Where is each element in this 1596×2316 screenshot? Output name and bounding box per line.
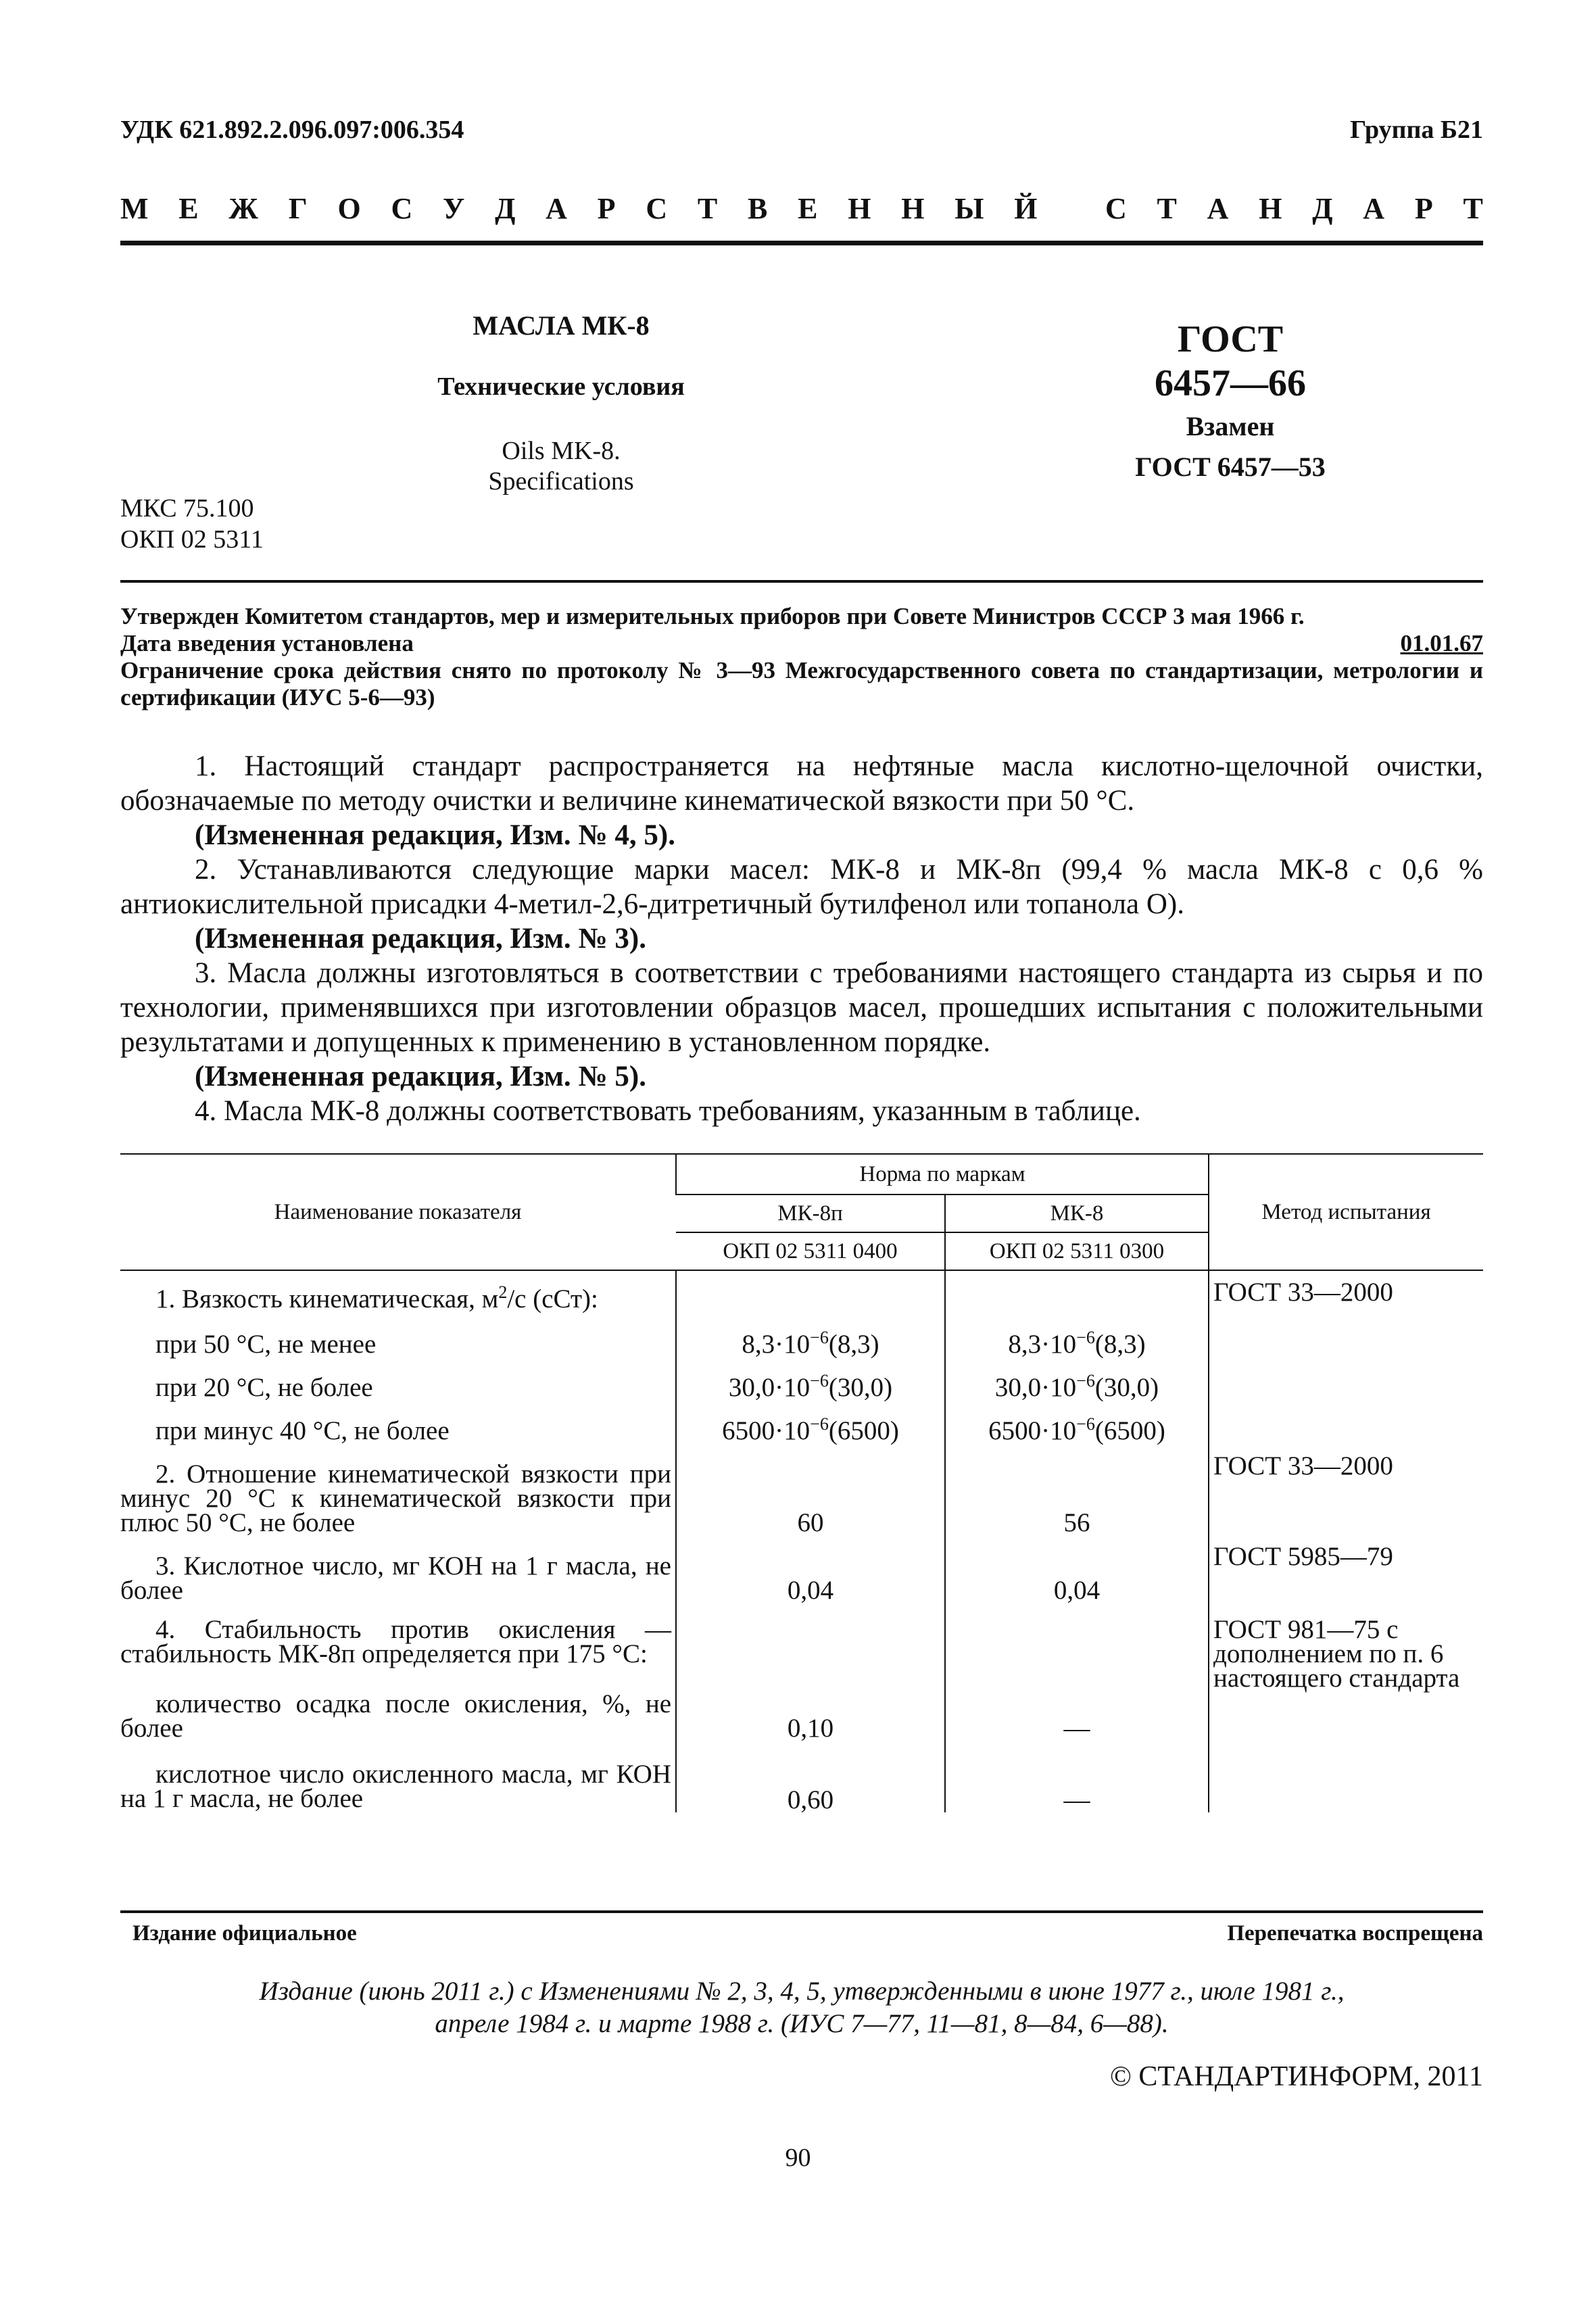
row-viscosity-50-mk8: $8,3\cdot 10^{-6}(8,3)$ xyxy=(945,1313,1209,1357)
row-acid-number-label: 3. Кислотное число, мг КОН на 1 г масла, не более xyxy=(120,1551,671,1605)
banner-letter: М xyxy=(120,192,149,225)
banner-letter: Е xyxy=(798,192,818,225)
clause-3: 3. Масла должны изготовляться в соответствии с требованиями настоящего стандарта из сырья и по технологии, применявшихся при изготовлении образцов масел, прошедших испытания с положительными результатами и допущенных к применению в установленном порядке. xyxy=(120,957,1483,1058)
row-stability-method: ГОСТ 981—75 с дополнением по п. 6 настоящего стандарта xyxy=(1209,1603,1483,1812)
table-row xyxy=(120,1313,1483,1357)
specification-table xyxy=(120,1153,1483,1812)
footer-rule xyxy=(120,1910,1483,1913)
row-viscosity-20-mk8: $30,0\cdot 10^{-6}(30,0)$ xyxy=(945,1357,1209,1400)
row-viscosity-minus40-mk8p: $6500\cdot 10^{-6}(6500)$ xyxy=(676,1400,945,1443)
header-okp-mk8: ОКП 02 5311 0300 xyxy=(945,1232,1209,1270)
row-viscosity-minus40-mk8: $6500\cdot 10^{-6}(6500)$ xyxy=(945,1400,1209,1443)
copyright: © СТАНДАРТИНФОРМ, 2011 xyxy=(1110,2061,1483,2092)
banner-letter: Ж xyxy=(228,192,258,225)
banner-letter: Ы xyxy=(954,192,984,225)
table-row xyxy=(120,1357,1483,1400)
row-ratio-method: ГОСТ 33—2000 xyxy=(1209,1443,1483,1535)
title-rule xyxy=(120,580,1483,583)
row-sediment-mk8p: 0,10 xyxy=(676,1670,945,1741)
banner-letter: О xyxy=(337,192,361,225)
edition-line-2: апреле 1984 г. и марте 1988 г. (ИУС 7—77, 11—81, 8—84, 6—88). xyxy=(435,2009,1169,2038)
page-number: 90 xyxy=(785,2144,811,2172)
udk-code: УДК 621.892.2.096.097:006.354 xyxy=(120,116,464,144)
header-norm: Норма по маркам xyxy=(676,1154,1209,1195)
row-viscosity-50-label: при 50 °С, не менее xyxy=(155,1330,377,1359)
row-oxidized-acid-label: кислотное число окисленного масла, мг КОН на 1 г масла, не более xyxy=(120,1760,671,1813)
clause-1-note: (Измененная редакция, Изм. № 4, 5). xyxy=(195,819,675,851)
header-test-method: Метод испытания xyxy=(1209,1154,1483,1270)
header-grade-mk8: МК-8 xyxy=(945,1195,1209,1232)
row-oxidized-acid-mk8: — xyxy=(945,1741,1209,1812)
row-viscosity-method: ГОСТ 33—2000 xyxy=(1209,1270,1483,1313)
approved-line: Утвержден Комитетом стандартов, мер и измерительных приборов при Совете Министров СССР 3 мая 1966 г. xyxy=(120,603,1305,629)
clause-2-note: (Измененная редакция, Изм. № 3). xyxy=(195,923,646,955)
row-acid-number-mk8p: 0,04 xyxy=(676,1535,945,1603)
row-sediment-mk8: — xyxy=(945,1670,1209,1741)
approval-info xyxy=(120,603,1483,711)
banner-letter: Д xyxy=(1312,192,1333,225)
header-indicator-name: Наименование показателя xyxy=(120,1154,676,1270)
replaces-label: Взамен xyxy=(1186,411,1275,441)
row-oxidized-acid-mk8p: 0,60 xyxy=(676,1741,945,1812)
table-row xyxy=(120,1603,1483,1670)
banner-letter: Т xyxy=(1463,192,1483,225)
header-grade-mk8p: МК-8п xyxy=(676,1195,945,1232)
banner-letter: Е xyxy=(178,192,199,225)
banner-letter: Г xyxy=(288,192,308,225)
banner-letter: А xyxy=(1363,192,1385,225)
banner-letter: Й xyxy=(1014,192,1038,225)
english-title: Oils MK-8. xyxy=(502,437,621,465)
row-ratio-label: 2. Отношение кинематической вязкости при минус 20 °С к кинематической вязкости при плюс 50 °С, не более xyxy=(120,1459,671,1537)
english-subtitle: Specifications xyxy=(488,467,634,496)
intro-date-value: 01.01.67 xyxy=(1400,630,1483,656)
gost-number: 6457—66 xyxy=(1155,362,1306,404)
banner-letter: Р xyxy=(1414,192,1433,225)
table-row xyxy=(120,1400,1483,1443)
banner-rule xyxy=(120,241,1483,245)
mks-code: МКС 75.100 xyxy=(120,494,254,523)
clause-3-note: (Измененная редакция, Изм. № 5). xyxy=(195,1061,646,1092)
row-ratio-mk8p: 60 xyxy=(676,1443,945,1535)
row-viscosity-20-mk8p: $30,0\cdot 10^{-6}(30,0)$ xyxy=(676,1357,945,1400)
row-acid-number-mk8: 0,04 xyxy=(945,1535,1209,1603)
banner-letter: У xyxy=(443,192,465,225)
row-stability-label: 4. Стабильность против окисления — стабильность МК-8п определяется при 175 °С: xyxy=(120,1615,671,1668)
banner-letter: В xyxy=(748,192,768,225)
banner-letter: Н xyxy=(1259,192,1282,225)
document-title: МАСЛА МК-8 xyxy=(473,310,650,341)
official-edition: Издание официальное xyxy=(132,1921,357,1946)
banner-letter: Т xyxy=(697,192,718,225)
row-acid-number-method: ГОСТ 5985—79 xyxy=(1209,1535,1483,1603)
banner-letter: Д xyxy=(495,192,516,225)
table-row xyxy=(120,1443,1483,1535)
banner-letter: С xyxy=(1105,192,1127,225)
gost-label: ГОСТ xyxy=(1177,318,1284,360)
row-viscosity-20-label: при 20 °С, не более xyxy=(155,1373,373,1402)
banner-word-gap xyxy=(1067,191,1075,226)
intro-date-line xyxy=(120,630,1483,657)
reprint-notice: Перепечатка воспрещена xyxy=(1227,1921,1483,1946)
edition-note xyxy=(120,1975,1483,2040)
okp-code: ОКП 02 5311 xyxy=(120,525,264,554)
intro-date-label: Дата введения установлена xyxy=(120,630,414,656)
standard-banner xyxy=(120,191,1483,226)
banner-letter: А xyxy=(546,192,567,225)
banner-letter: С xyxy=(646,192,668,225)
clause-1: 1. Настоящий стандарт распространяется на нефтяные масла кислотно-щелочной очистки, обозначаемые по методу очистки и величине кинематической вязкости при 50 °С. xyxy=(120,750,1483,817)
table-row xyxy=(120,1270,1483,1313)
limitation-line: Ограничение срока действия снято по протоколу № 3—93 Межгосударственного совета по стандартизации, метрологии и сертификации (ИУС 5-6—93) xyxy=(120,657,1483,710)
row-viscosity-label: 1. Вязкость кинематическая, $м^2/с$ (сСт): xyxy=(155,1282,598,1313)
row-viscosity-minus40-label: при минус 40 °С, не более xyxy=(155,1416,450,1445)
header-okp-mk8p: ОКП 02 5311 0400 xyxy=(676,1232,945,1270)
banner-letter: Н xyxy=(901,192,925,225)
row-sediment-label: количество осадка после окисления, %, не более xyxy=(120,1689,671,1743)
document-subtitle: Технические условия xyxy=(437,372,685,401)
group-code: Группа Б21 xyxy=(1350,116,1483,144)
clause-4: 4. Масла МК-8 должны соответствовать требованиям, указанным в таблице. xyxy=(195,1095,1141,1127)
table-row xyxy=(120,1535,1483,1603)
banner-letter: С xyxy=(391,192,413,225)
body-text xyxy=(120,749,1483,1128)
banner-letter: Р xyxy=(597,192,616,225)
banner-letter: Н xyxy=(848,192,871,225)
row-ratio-mk8: 56 xyxy=(945,1443,1209,1535)
edition-line-1: Издание (июнь 2011 г.) с Изменениями № 2, 3, 4, 5, утвержденными в июне 1977 г., июле 1981 г., xyxy=(259,1977,1345,2006)
row-viscosity-50-mk8p: $8,3\cdot 10^{-6}(8,3)$ xyxy=(676,1313,945,1357)
replaces-standard: ГОСТ 6457—53 xyxy=(1135,452,1326,482)
banner-letter: Т xyxy=(1157,192,1177,225)
clause-2: 2. Устанавливаются следующие марки масел: МК-8 и МК-8п (99,4 % масла МК-8 с 0,6 % антиокислительной присадки 4-метил-2,6-дитретичный бутилфенол или топанола О). xyxy=(120,854,1483,920)
banner-letter: А xyxy=(1207,192,1229,225)
